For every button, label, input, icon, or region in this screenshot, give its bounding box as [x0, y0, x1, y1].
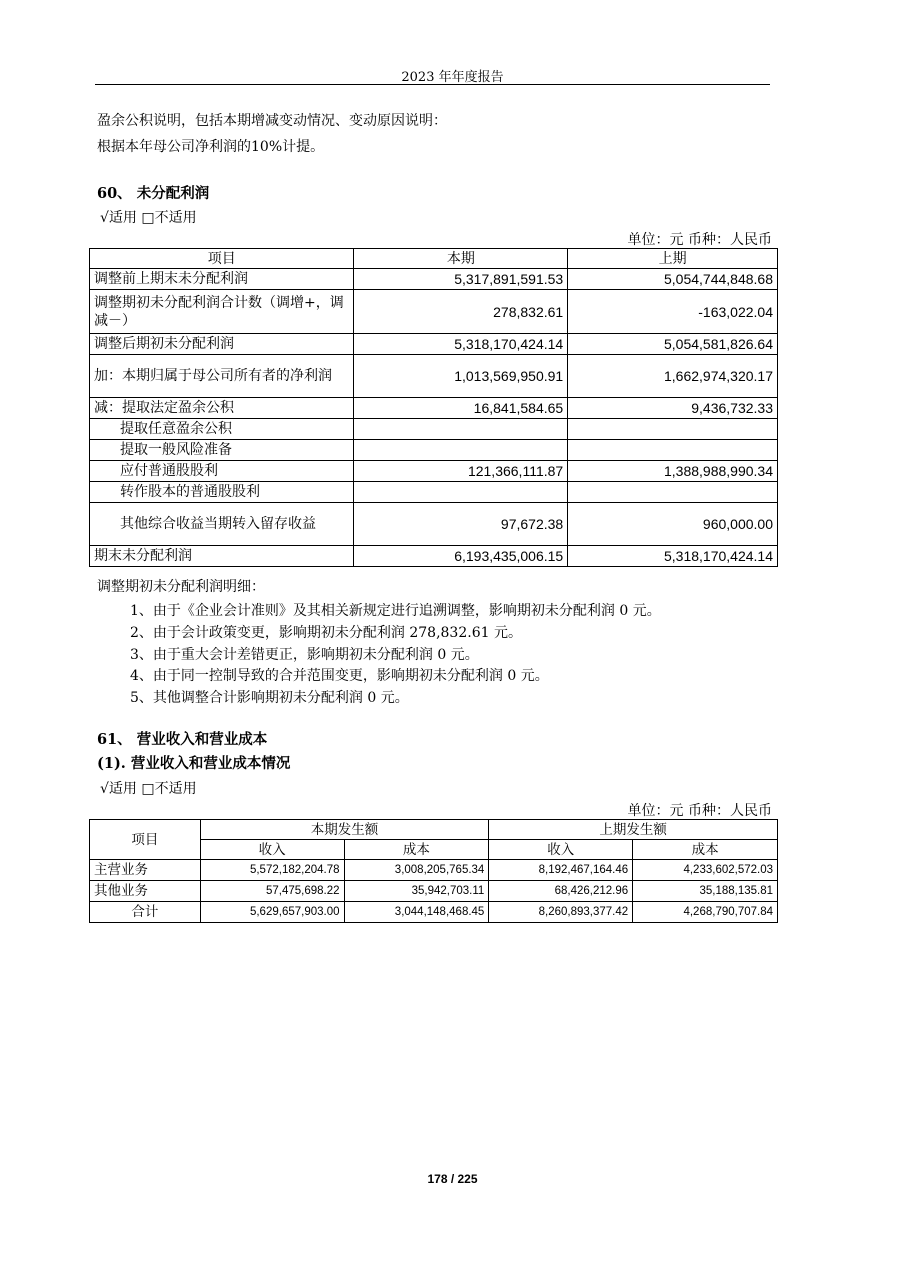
row-item: 提取一般风险准备 — [90, 440, 354, 461]
row-prior: 1,388,988,990.34 — [568, 461, 778, 482]
row-item: 调整前上期末未分配利润 — [90, 269, 354, 290]
row-item: 调整后期初未分配利润 — [90, 334, 354, 355]
row-item: 主营业务 — [90, 860, 201, 881]
section-60-unit: 单位：元 币种：人民币 — [627, 232, 772, 248]
table-header-row — [90, 820, 778, 840]
table-row — [90, 440, 778, 461]
undistributed-profit-table — [89, 248, 778, 567]
section-60-heading: 60、 未分配利润 — [97, 185, 210, 202]
row-prior-revenue: 8,192,467,164.46 — [489, 860, 633, 881]
table-row — [90, 419, 778, 440]
section-61-applicable: √适用 □不适用 — [100, 781, 197, 797]
row-current: 5,318,170,424.14 — [354, 334, 568, 355]
detail-title: 调整期初未分配利润明细： — [97, 579, 265, 595]
report-header: 2023 年年度报告 — [401, 70, 504, 85]
section-60-applicable: √适用 □不适用 — [100, 210, 197, 226]
row-item: 应付普通股股利 — [90, 461, 354, 482]
table-row — [90, 503, 778, 546]
col-header-current-revenue: 收入 — [200, 840, 344, 860]
row-item: 其他业务 — [90, 881, 201, 902]
row-item: 调整期初未分配利润合计数（调增+，调减－） — [90, 290, 354, 334]
row-item: 合计 — [90, 902, 201, 923]
row-prior: 5,318,170,424.14 — [568, 546, 778, 567]
col-header-prior-period: 上期发生额 — [489, 820, 778, 840]
row-prior — [568, 440, 778, 461]
table-row — [90, 290, 778, 334]
row-current — [354, 482, 568, 503]
row-current — [354, 419, 568, 440]
table-row — [90, 269, 778, 290]
detail-item: 3、由于重大会计差错更正，影响期初未分配利润 0 元。 — [130, 647, 479, 663]
row-prior: 5,054,744,848.68 — [568, 269, 778, 290]
table-row — [90, 902, 778, 923]
page-number: 178 / 225 — [427, 1172, 478, 1186]
row-item: 减：提取法定盈余公积 — [90, 398, 354, 419]
row-prior-cost: 35,188,135.81 — [633, 881, 778, 902]
row-current-cost: 35,942,703.11 — [344, 881, 489, 902]
table-row — [90, 398, 778, 419]
table-row — [90, 881, 778, 902]
row-current: 6,193,435,006.15 — [354, 546, 568, 567]
table-row — [90, 334, 778, 355]
row-prior-revenue: 68,426,212.96 — [489, 881, 633, 902]
table-row — [90, 482, 778, 503]
detail-item: 1、由于《企业会计准则》及其相关新规定进行追溯调整，影响期初未分配利润 0 元。 — [130, 603, 661, 619]
col-header-item: 项目 — [90, 820, 201, 860]
row-current: 16,841,584.65 — [354, 398, 568, 419]
row-prior-cost: 4,268,790,707.84 — [633, 902, 778, 923]
row-current — [354, 440, 568, 461]
row-prior — [568, 419, 778, 440]
row-current-cost: 3,008,205,765.34 — [344, 860, 489, 881]
detail-item: 5、其他调整合计影响期初未分配利润 0 元。 — [130, 690, 409, 706]
header-divider — [95, 84, 770, 85]
row-item: 其他综合收益当期转入留存收益 — [90, 503, 354, 546]
row-current-cost: 3,044,148,468.45 — [344, 902, 489, 923]
row-item: 转作股本的普通股股利 — [90, 482, 354, 503]
revenue-cost-table — [89, 819, 778, 923]
row-prior: -163,022.04 — [568, 290, 778, 334]
row-prior-cost: 4,233,602,572.03 — [633, 860, 778, 881]
row-prior: 9,436,732.33 — [568, 398, 778, 419]
table-row — [90, 546, 778, 567]
col-header-prior-cost: 成本 — [633, 840, 778, 860]
row-prior: 1,662,974,320.17 — [568, 355, 778, 398]
col-header-prior: 上期 — [568, 249, 778, 269]
row-item: 期末未分配利润 — [90, 546, 354, 567]
row-prior: 5,054,581,826.64 — [568, 334, 778, 355]
section-61-heading: 61、 营业收入和营业成本 — [97, 731, 268, 748]
detail-item: 4、由于同一控制导致的合并范围变更，影响期初未分配利润 0 元。 — [130, 668, 549, 684]
col-header-current-period: 本期发生额 — [200, 820, 489, 840]
row-current: 121,366,111.87 — [354, 461, 568, 482]
row-item: 加：本期归属于母公司所有者的净利润 — [90, 355, 354, 398]
section-61-subheading: (1). 营业收入和营业成本情况 — [97, 755, 291, 772]
surplus-note-label: 盈余公积说明，包括本期增减变动情况、变动原因说明： — [97, 113, 447, 129]
row-current-revenue: 57,475,698.22 — [200, 881, 344, 902]
col-header-current-cost: 成本 — [344, 840, 489, 860]
detail-item: 2、由于会计政策变更，影响期初未分配利润 278,832.61 元。 — [130, 625, 522, 641]
surplus-note-text: 根据本年母公司净利润的10%计提。 — [97, 139, 325, 155]
row-prior — [568, 482, 778, 503]
col-header-item: 项目 — [90, 249, 354, 269]
row-prior-revenue: 8,260,893,377.42 — [489, 902, 633, 923]
section-61-unit: 单位：元 币种：人民币 — [627, 803, 772, 819]
table-row — [90, 860, 778, 881]
row-current: 1,013,569,950.91 — [354, 355, 568, 398]
table-row — [90, 355, 778, 398]
row-item: 提取任意盈余公积 — [90, 419, 354, 440]
col-header-current: 本期 — [354, 249, 568, 269]
row-current: 278,832.61 — [354, 290, 568, 334]
row-prior: 960,000.00 — [568, 503, 778, 546]
row-current: 97,672.38 — [354, 503, 568, 546]
row-current-revenue: 5,572,182,204.78 — [200, 860, 344, 881]
table-header-row — [90, 249, 778, 269]
col-header-prior-revenue: 收入 — [489, 840, 633, 860]
row-current-revenue: 5,629,657,903.00 — [200, 902, 344, 923]
row-current: 5,317,891,591.53 — [354, 269, 568, 290]
table-row — [90, 461, 778, 482]
